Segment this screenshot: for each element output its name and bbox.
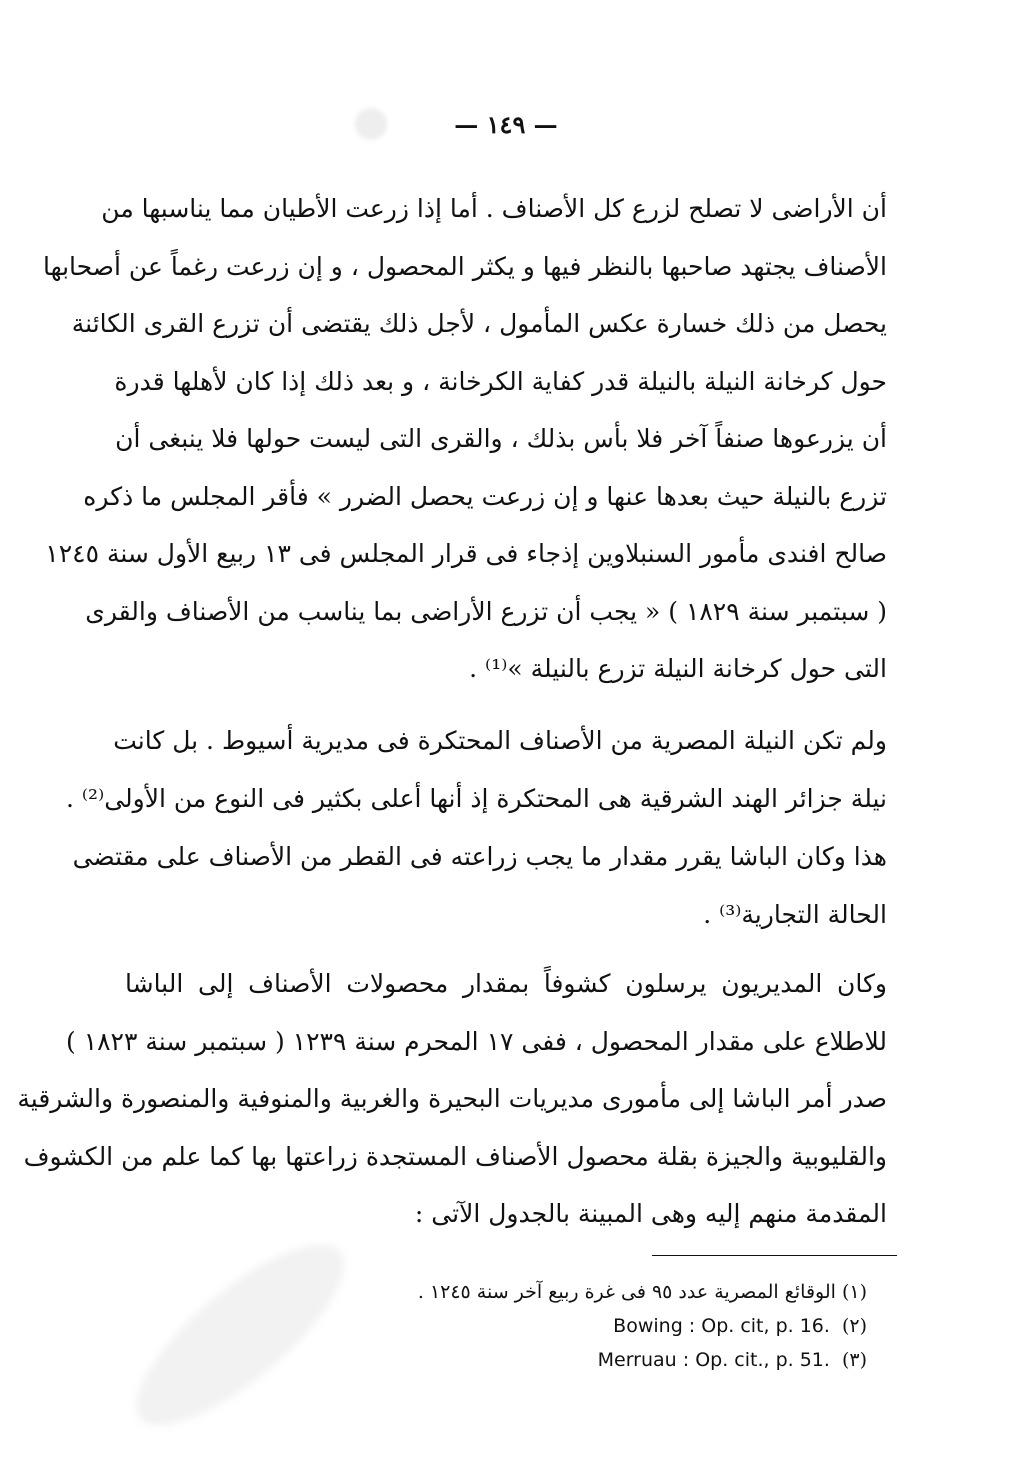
text-line: صالح افندى مأمور السنبلاوين إذجاء فى قرار المجلس فى ١٣ ربيع الأول سنة ١٢٤٥	[45, 539, 887, 568]
text-line: أن الأراضى لا تصلح لزرع كل الأصناف . أما إذا زرعت الأطيان مما يناسبها من	[101, 194, 887, 223]
text-line: ولم تكن النيلة المصرية من الأصناف المحتكرة فى مديرية أسيوط . بل كانت	[113, 726, 887, 755]
footnote-2	[127, 1309, 867, 1343]
text-line: هذا وكان الباشا يقرر مقدار ما يجب زراعته فى القطر من الأصناف على مقتضى	[72, 842, 887, 871]
paragraph-1	[42, 180, 887, 698]
text-line: المقدمة منهم إليه وهى المبينة بالجدول الآتى :	[414, 1199, 887, 1228]
text-line: تزرع بالنيلة حيث بعدها عنها و إن زرعت يحصل الضرر » فأقر المجلس ما ذكره	[83, 481, 887, 511]
text-line: يحصل من ذلك خسارة عكس المأمول ، لأجل ذلك يقتضى أن تزرع القرى الكائنة	[71, 309, 887, 338]
text-line: للاطلاع على مقدار المحصول ، ففى ١٧ المحرم سنة ١٢٣٩ ( سبتمبر سنة ١٨٢٣ )	[65, 1026, 887, 1056]
text-line: وكان المديريون يرسلون كشوفاً بمقدار محصولات الأصناف إلى الباشا	[125, 969, 887, 998]
paragraph-4	[17, 955, 887, 1243]
footnote-2-text: Bowing : Op. cit, p. 16.	[613, 1315, 830, 1337]
footnote-3-number: (٣)	[841, 1349, 867, 1371]
text-line: الحالة التجارية⁽³⁾ .	[703, 899, 887, 929]
text-line: التى حول كرخانة النيلة تزرع بالنيلة »⁽¹⁾ .	[469, 654, 887, 683]
text-line: الأصناف يجتهد صاحبها بالنظر فيها و يكثر المحصول ، و إن زرعت رغماً عن أصحابها	[42, 251, 887, 281]
footnote-3-text: Merruau : Op. cit., p. 51.	[597, 1349, 830, 1371]
text-line: صدر أمر الباشا إلى مأمورى مديريات البحيرة والغربية والمنوفية والمنصورة والشرقية	[17, 1084, 887, 1113]
paragraph-2	[65, 712, 887, 827]
footnote-1: (١) الوقائع المصرية عدد ٩٥ فى غرة ربيع آخر سنة ١٢٤٥ .	[417, 1281, 867, 1303]
footnote-divider	[652, 1255, 897, 1256]
text-line: والقليوبية والجيزة بقلة محصول الأصناف المستجدة زراعتها بها كما علم من الكشوف	[23, 1141, 887, 1171]
text-line: أن يزرعوها صنفاً آخر فلا بأس بذلك ، والقرى التى ليست حولها فلا ينبغى أن	[115, 424, 887, 453]
paragraph-3	[72, 828, 887, 943]
text-line: نيلة جزائر الهند الشرقية هى المحتكرة إذ أنها أعلى بكثير فى النوع من الأولى⁽²⁾ .	[65, 783, 887, 813]
text-line: حول كرخانة النيلة بالنيلة قدر كفاية الكرخانة ، و بعد ذلك إذا كان لأهلها قدرة	[114, 366, 887, 396]
footnote-3	[127, 1343, 867, 1377]
footnote-2-number: (٢)	[841, 1315, 867, 1337]
page-number: — ١٤٩ —	[454, 110, 558, 139]
text-line: ( سبتمبر سنة ١٨٢٩ ) « يجب أن تزرع الأراضى بما يناسب من الأصناف والقرى	[85, 596, 887, 626]
footnotes	[127, 1275, 867, 1377]
